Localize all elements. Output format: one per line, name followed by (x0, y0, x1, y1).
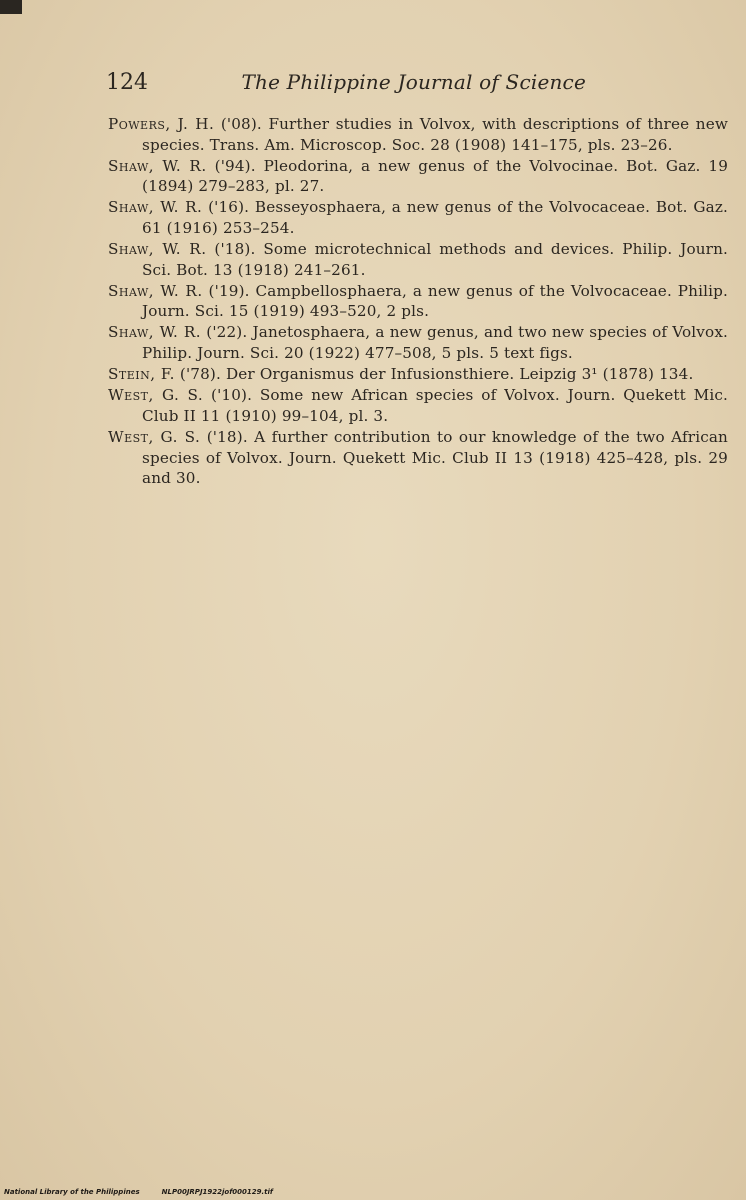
reference-list (108, 114, 728, 489)
reference-text: Janetosphaera, a new genus, and two new species of Volvox. Philip. Journ. Sci. 20 (1922) 477–508, 5 pls. 5 text figs. (142, 323, 729, 363)
reference-year: ('08). (220, 115, 262, 133)
reference-author: West, G. S. (108, 386, 204, 405)
reference-text: Campbellosphaera, a new genus of the Volvocaceae. Philip. Journ. Sci. 15 (1919) 493–520, 2 pls. (142, 281, 728, 321)
reference-entry (108, 427, 728, 489)
reference-text: Pleodorina, a new genus of the Volvocinae. Bot. Gaz. 19 (1894) 279–283, pl. 27. (142, 156, 729, 196)
reference-entry (108, 322, 728, 363)
reference-year: ('18). (214, 240, 256, 259)
reference-year: ('18). (206, 427, 248, 446)
reference-entry (108, 239, 728, 280)
reference-entry (108, 114, 728, 155)
reference-entry (108, 364, 728, 385)
reference-author: Shaw, W. R. (108, 240, 207, 259)
reference-author: Shaw, W. R. (108, 198, 203, 217)
reference-entry (108, 281, 728, 322)
reference-text: Further studies in Volvox, with descriptions of three new species. Trans. Am. Microscop. Soc. 28 (1908) 141–175, pls. 23–26. (142, 115, 728, 154)
reference-author: West, G. S. (108, 427, 201, 446)
reference-author: Powers, J. H. (108, 115, 215, 133)
reference-year: ('22). (206, 323, 248, 342)
reference-year: ('94). (214, 156, 256, 175)
reference-year: ('16). (208, 198, 250, 217)
reference-text: Some new African species of Volvox. Journ. Quekett Mic. Club II 11 (1910) 99–104, pl. 3. (142, 386, 728, 425)
reference-text: A further contribution to our knowledge of the two African species of Volvox. Journ. Quekett Mic. Club II 13 (1918) 425–428, pls. 29 and 30. (142, 427, 728, 488)
page-number: 124 (106, 70, 148, 95)
scan-footer (4, 1188, 295, 1196)
footer-file-id: NLP00JRPJ1922jof000129.tif (161, 1188, 273, 1196)
reference-year: ('78). (179, 365, 221, 384)
reference-author: Shaw, W. R. (108, 323, 202, 342)
reference-author: Stein, F. (108, 365, 175, 384)
reference-entry (108, 156, 728, 197)
reference-text: Besseyosphaera, a new genus of the Volvocaceae. Bot. Gaz. 61 (1916) 253–254. (142, 198, 728, 237)
reference-author: Shaw, W. R. (108, 156, 207, 175)
reference-year: ('19). (208, 281, 250, 300)
journal-title: The Philippine Journal of Science (241, 70, 586, 94)
reference-entry (108, 197, 728, 238)
page-header (106, 70, 586, 100)
scan-edge-mark (0, 0, 22, 14)
reference-year: ('10). (211, 386, 253, 405)
reference-text: Der Organismus der Infusionsthiere. Leipzig 3¹ (1878) 134. (225, 365, 694, 384)
reference-entry (108, 385, 728, 426)
reference-text: Some microtechnical methods and devices. Philip. Journ. Sci. Bot. 13 (1918) 241–261. (142, 240, 728, 279)
footer-library: National Library of the Philippines (4, 1188, 140, 1196)
reference-author: Shaw, W. R. (108, 281, 203, 300)
